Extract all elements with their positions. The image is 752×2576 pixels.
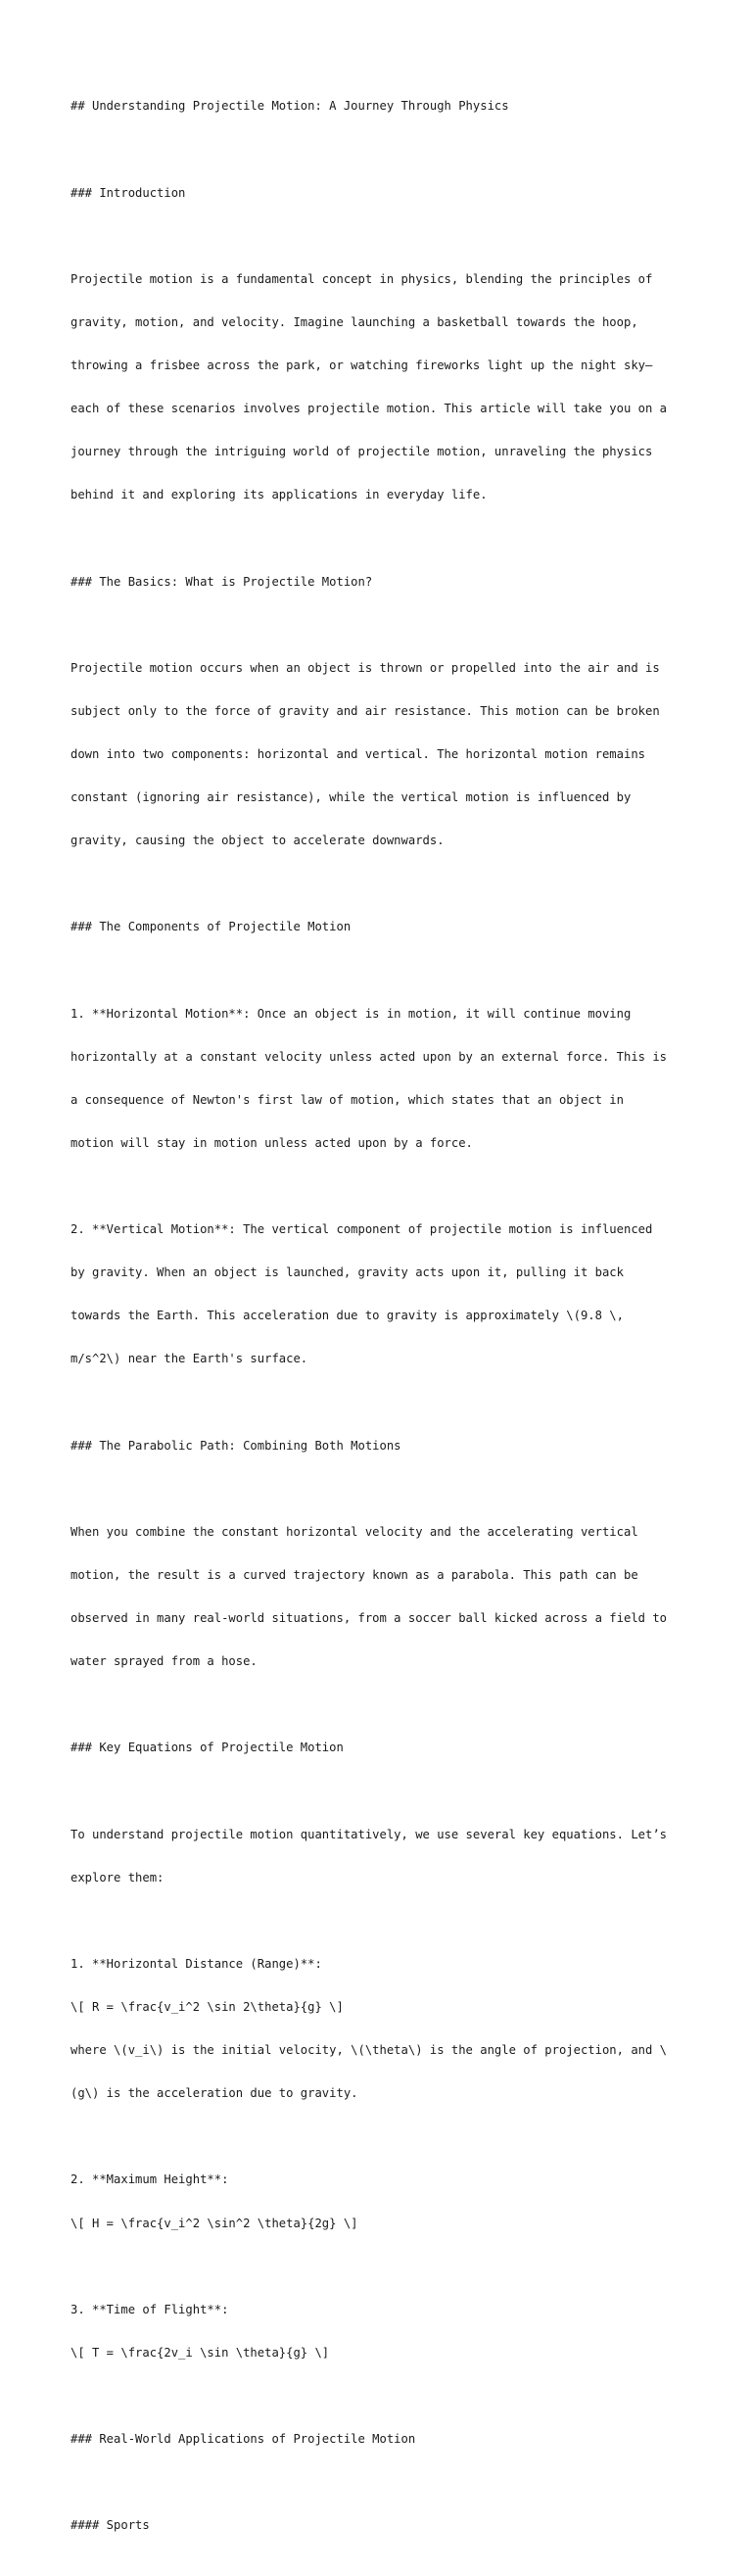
text-line: Projectile motion occurs when an object is thrown or propelled into the air and is bbox=[70, 660, 660, 675]
text-line: where \(v_i\) is the initial velocity, \(\theta\) is the angle of projection, and \ bbox=[70, 2043, 668, 2058]
document-page bbox=[70, 71, 687, 2576]
text-line: 1. **Horizontal Distance (Range)**: bbox=[70, 1956, 322, 1971]
equation-line: \[ R = \frac{v_i^2 \sin 2\theta}{g} \] bbox=[70, 2000, 344, 2015]
heading-h2 bbox=[70, 71, 687, 143]
text-line: 3. **Time of Flight**: bbox=[70, 2302, 229, 2316]
heading-h4 bbox=[70, 2490, 687, 2562]
text-line: ## Understanding Projectile Motion: A Journey Through Physics bbox=[70, 99, 509, 114]
heading-h3 bbox=[70, 1409, 687, 1482]
text-line: m/s^2\) near the Earth's surface. bbox=[70, 1352, 308, 1366]
paragraph bbox=[70, 243, 687, 531]
text-line: constant (ignoring air resistance), while the vertical motion is influenced by bbox=[70, 790, 632, 805]
text-line: ### Real-World Applications of Projectile Motion bbox=[70, 2432, 416, 2447]
text-line: horizontally at a constant velocity unless acted upon by an external force. This is bbox=[70, 1049, 668, 1064]
text-line: #### Sports bbox=[70, 2518, 150, 2533]
text-line: observed in many real-world situations, from a soccer ball kicked across a field to bbox=[70, 1611, 668, 1626]
text-line: 1. **Horizontal Motion**: Once an object is in motion, it will continue moving bbox=[70, 1006, 632, 1021]
paragraph bbox=[70, 1798, 687, 1914]
text-line: ### The Parabolic Path: Combining Both Motions bbox=[70, 1438, 401, 1453]
paragraph bbox=[70, 632, 687, 877]
text-line: ### Key Equations of Projectile Motion bbox=[70, 1741, 344, 1755]
text-line: by gravity. When an object is launched, gravity acts upon it, pulling it back bbox=[70, 1265, 624, 1280]
heading-h3 bbox=[70, 1712, 687, 1785]
text-line: 2. **Maximum Height**: bbox=[70, 2172, 229, 2187]
text-line: towards the Earth. This acceleration due to gravity is approximately \(9.8 \, bbox=[70, 1309, 624, 1323]
heading-h3 bbox=[70, 2404, 687, 2476]
text-line: down into two components: horizontal and vertical. The horizontal motion remains bbox=[70, 746, 645, 761]
text-line: water sprayed from a hose. bbox=[70, 1654, 258, 1669]
equation-item bbox=[70, 2273, 687, 2389]
text-line: gravity, motion, and velocity. Imagine launching a basketball towards the hoop, bbox=[70, 314, 638, 329]
text-line: throwing a frisbee across the park, or watching fireworks light up the night sky— bbox=[70, 358, 653, 373]
equation-line: \[ H = \frac{v_i^2 \sin^2 \theta}{2g} \] bbox=[70, 2216, 358, 2230]
text-line: each of these scenarios involves projectile motion. This article will take you on a bbox=[70, 402, 668, 416]
text-line: To understand projectile motion quantitatively, we use several key equations. Let’s bbox=[70, 1827, 668, 1841]
text-line: motion, the result is a curved trajectory known as a parabola. This path can be bbox=[70, 1567, 638, 1582]
heading-h3 bbox=[70, 546, 687, 618]
text-line: ### Introduction bbox=[70, 185, 186, 200]
text-line: (g\) is the acceleration due to gravity. bbox=[70, 2086, 358, 2101]
text-line: journey through the intriguing world of projectile motion, unraveling the physics bbox=[70, 445, 653, 459]
list-item bbox=[70, 1194, 687, 1396]
text-line: subject only to the force of gravity and air resistance. This motion can be broken bbox=[70, 703, 660, 718]
equation-item bbox=[70, 2144, 687, 2260]
text-line: When you combine the constant horizontal velocity and the accelerating vertical bbox=[70, 1524, 638, 1539]
text-line: gravity, causing the object to accelerate downwards. bbox=[70, 834, 445, 848]
paragraph bbox=[70, 1496, 687, 1697]
equation-item bbox=[70, 1929, 687, 2130]
equation-line: \[ T = \frac{2v_i \sin \theta}{g} \] bbox=[70, 2345, 330, 2360]
text-line: ### The Components of Projectile Motion bbox=[70, 920, 352, 934]
heading-h3 bbox=[70, 157, 687, 229]
text-line: motion will stay in motion unless acted upon by a force. bbox=[70, 1135, 473, 1150]
text-line: 2. **Vertical Motion**: The vertical component of projectile motion is influenced bbox=[70, 1222, 653, 1237]
list-item bbox=[70, 978, 687, 1179]
text-line: explore them: bbox=[70, 1870, 164, 1884]
text-line: Projectile motion is a fundamental concept in physics, blending the principles of bbox=[70, 271, 653, 286]
heading-h3 bbox=[70, 891, 687, 964]
text-line: behind it and exploring its applications in everyday life. bbox=[70, 488, 488, 502]
text-line: ### The Basics: What is Projectile Motion? bbox=[70, 574, 373, 589]
text-line: a consequence of Newton's first law of motion, which states that an object in bbox=[70, 1092, 624, 1107]
